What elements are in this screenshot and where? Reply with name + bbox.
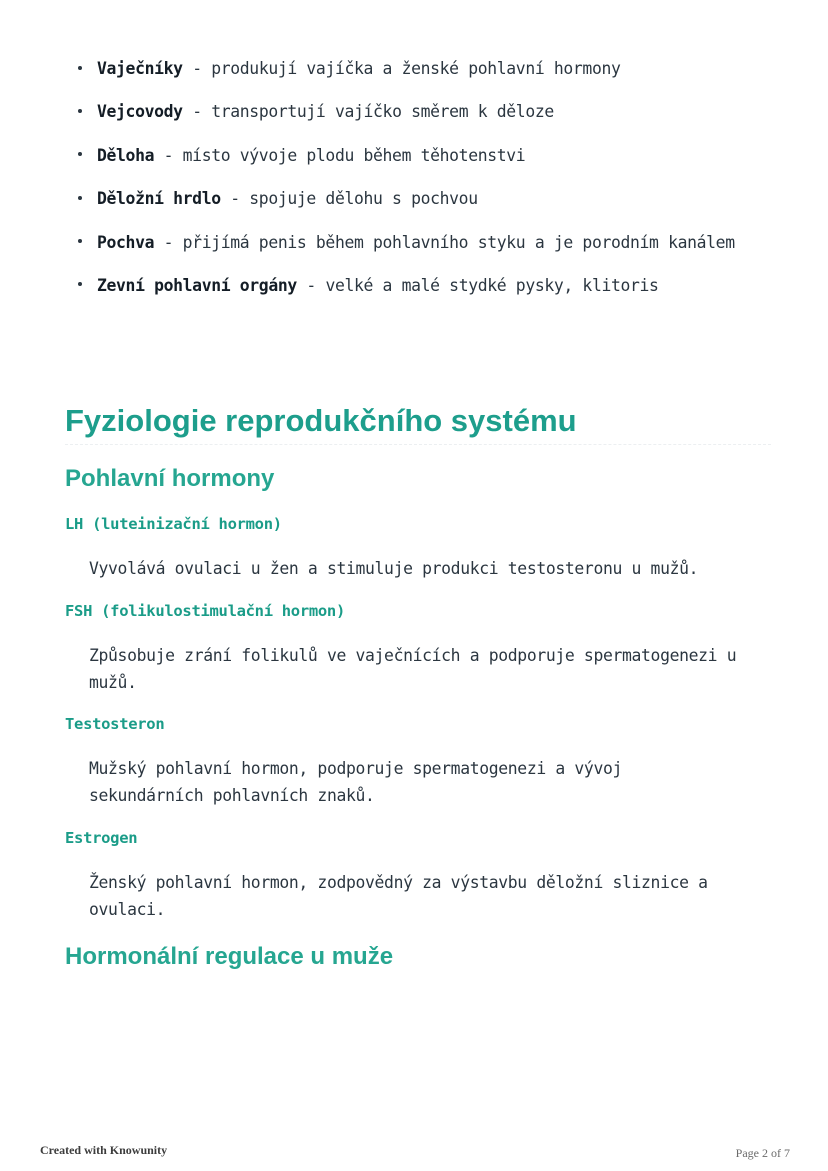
description-line: Vyvolává ovulaci u žen a stimuluje produkci testosteronu u mužů. xyxy=(89,559,699,578)
list-item-description: - velké a malé stydké pysky, klitoris xyxy=(296,275,659,295)
hormone-description-lh xyxy=(89,555,789,582)
hormone-name-testosteron: Testosteron xyxy=(65,715,165,733)
list-item-description: - místo vývoje plodu během těhotenstvi xyxy=(154,145,526,165)
list-item xyxy=(78,184,798,227)
bullet-icon xyxy=(78,282,82,286)
bullet-icon xyxy=(78,109,82,113)
list-item xyxy=(78,54,798,97)
list-item xyxy=(78,271,798,314)
list-item-description: - přijímá penis během pohlavního styku a je porodním kanálem xyxy=(154,232,735,252)
list-item xyxy=(78,141,798,184)
anatomy-list xyxy=(78,54,798,314)
bullet-icon xyxy=(78,152,82,156)
description-line: Mužský pohlavní hormon, podporuje spermatogenezi a vývoj xyxy=(89,759,623,778)
list-item-term: Pochva xyxy=(97,232,155,252)
list-item-term: Vejcovody xyxy=(97,102,183,122)
list-item-description: - spojuje dělohu s pochvou xyxy=(220,189,478,209)
list-item-term: Vaječníky xyxy=(97,59,183,78)
footer-page-number: Page 2 of 7 xyxy=(735,1146,790,1160)
hormone-name-fsh: FSH (folikulostimulační hormon) xyxy=(65,602,345,620)
description-line: sekundárních pohlavních znaků. xyxy=(89,786,375,805)
bullet-icon xyxy=(78,239,82,243)
list-item-description: - transportují vajíčko směrem k děloze xyxy=(182,102,554,122)
bullet-icon xyxy=(78,66,82,70)
list-item-term: Děloha xyxy=(97,145,155,165)
section-title: Fyziologie reprodukčního systému xyxy=(65,400,771,445)
hormone-description-testosteron xyxy=(89,755,789,809)
description-line: Způsobuje zrání folikulů ve vaječnících a podporuje spermatogenezi u xyxy=(89,646,737,665)
list-item xyxy=(78,228,798,271)
list-item-term: Děložní hrdlo xyxy=(97,189,221,209)
hormones-heading: Pohlavní hormony xyxy=(65,465,275,492)
description-line: ovulaci. xyxy=(89,900,166,919)
hormone-name-lh: LH (luteinizační hormon) xyxy=(65,515,282,533)
description-line: Ženský pohlavní hormon, zodpovědný za výstavbu děložní sliznice a xyxy=(89,873,708,892)
male-regulation-heading: Hormonální regulace u muže xyxy=(65,943,394,970)
footer-created-with: Created with Knowunity xyxy=(40,1143,168,1157)
list-item-term: Zevní pohlavní orgány xyxy=(97,275,297,295)
list-item-description: - produkují vajíčka a ženské pohlavní hormony xyxy=(182,59,621,78)
hormone-name-estrogen: Estrogen xyxy=(65,829,138,847)
description-line: mužů. xyxy=(89,673,137,692)
hormone-description-fsh xyxy=(89,642,789,696)
bullet-icon xyxy=(78,196,82,200)
list-item xyxy=(78,97,798,140)
hormone-description-estrogen xyxy=(89,869,789,923)
